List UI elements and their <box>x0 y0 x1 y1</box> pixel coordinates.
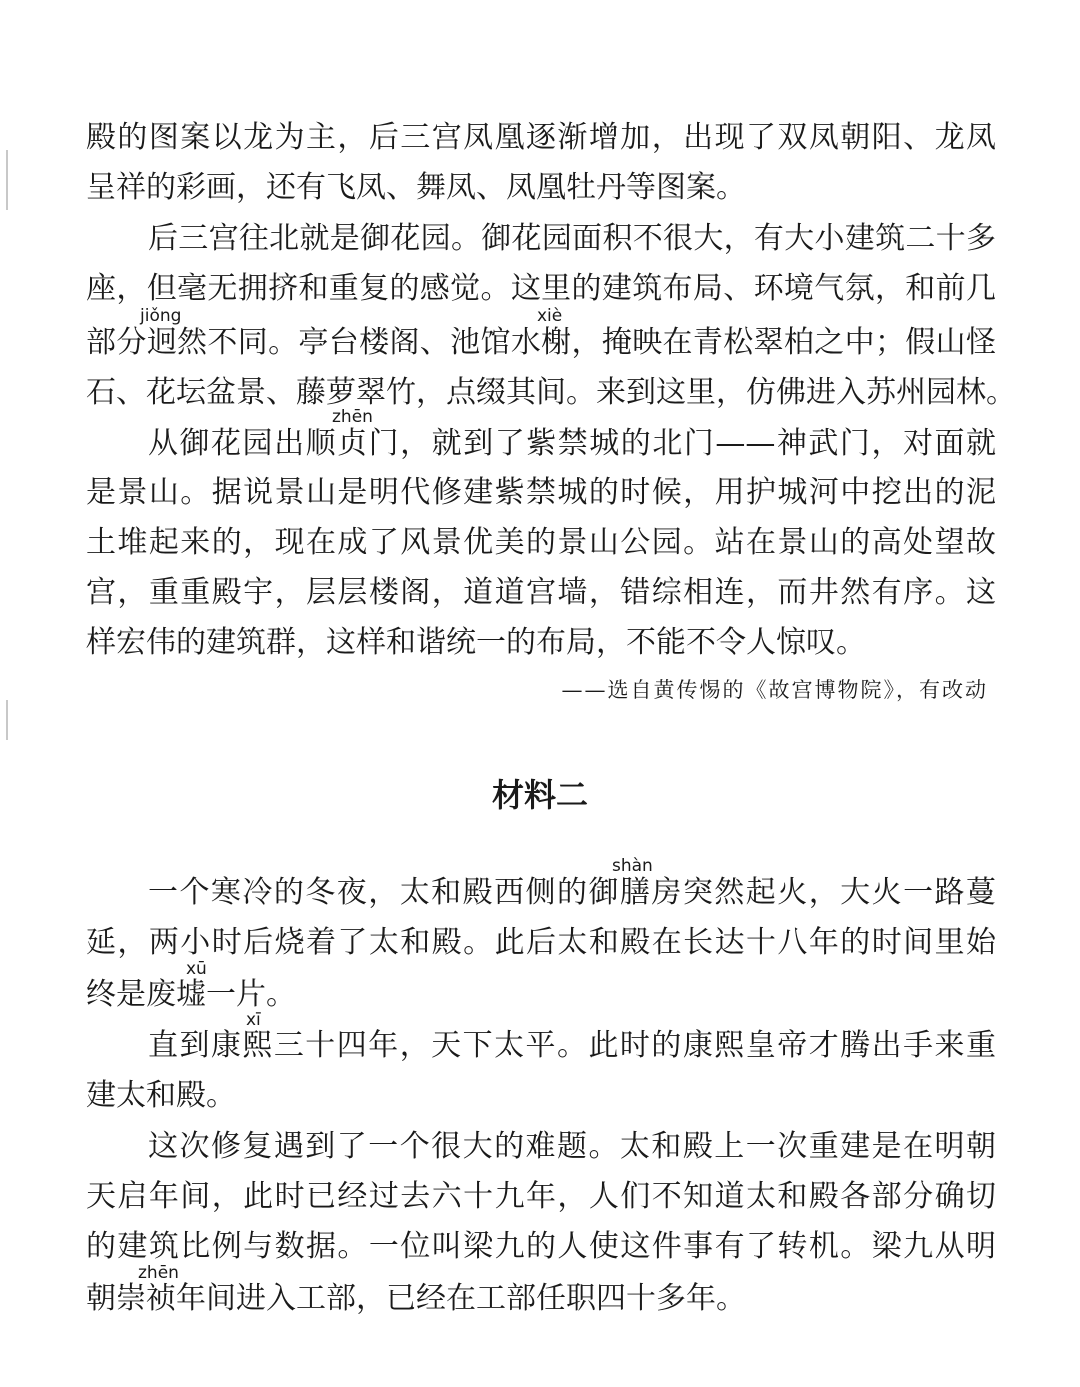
text-line: 部分迥然不同。亭台楼阁、池馆水榭，掩映在青松翠柏之中；假山怪 <box>86 325 996 360</box>
pinyin-annotation: zhēn <box>138 1263 179 1283</box>
text-line: 土堆起来的，现在成了风景优美的景山公园。站在景山的高处望故 <box>86 525 996 560</box>
scan-edge-mark <box>6 700 8 740</box>
section-heading: 材料二 <box>491 776 588 814</box>
text-line: 是景山。据说景山是明代修建紫禁城的时候，用护城河中挖出的泥 <box>86 475 996 510</box>
text-line: 建太和殿。 <box>86 1078 236 1113</box>
text-line: 呈祥的彩画，还有飞凤、舞凤、凤凰牡丹等图案。 <box>86 170 746 205</box>
text-line: 从御花园出顺贞门，就到了紫禁城的北门——神武门，对面就 <box>148 426 996 461</box>
text-line: 宫，重重殿宇，层层楼阁，道道宫墙，错综相连，而井然有序。这 <box>86 575 996 610</box>
text-line: 后三宫往北就是御花园。御花园面积不很大，有大小建筑二十多 <box>148 221 996 256</box>
text-line: 终是废墟一片。 <box>86 977 296 1012</box>
text-line: 一个寒冷的冬夜，太和殿西侧的御膳房突然起火，大火一路蔓 <box>148 875 996 910</box>
pinyin-annotation: shàn <box>612 856 653 876</box>
text-line: 这次修复遇到了一个很大的难题。太和殿上一次重建是在明朝 <box>148 1129 996 1164</box>
pinyin-annotation: zhēn <box>332 407 373 427</box>
pinyin-annotation: jiǒng <box>140 306 182 326</box>
text-line: 延，两小时后烧着了太和殿。此后太和殿在长达十八年的时间里始 <box>86 925 996 960</box>
pinyin-annotation: xū <box>186 959 207 979</box>
text-line: 样宏伟的建筑群，这样和谐统一的布局，不能不令人惊叹。 <box>86 625 866 660</box>
text-line: 天启年间，此时已经过去六十九年，人们不知道太和殿各部分确切 <box>86 1179 996 1214</box>
text-line: 直到康熙三十四年，天下太平。此时的康熙皇帝才腾出手来重 <box>148 1028 996 1063</box>
scan-edge-mark <box>6 150 8 210</box>
text-line: 座，但毫无拥挤和重复的感觉。这里的建筑布局、环境气氛，和前几 <box>86 271 996 306</box>
pinyin-annotation: xī <box>246 1010 261 1030</box>
text-line: 的建筑比例与数据。一位叫梁九的人使这件事有了转机。梁九从明 <box>86 1229 996 1264</box>
source-citation: ——选自黄传惕的《故宫博物院》，有改动 <box>561 678 988 702</box>
text-line: 朝崇祯年间进入工部，已经在工部任职四十多年。 <box>86 1281 746 1316</box>
pinyin-annotation: xiè <box>537 306 563 326</box>
text-line: 殿的图案以龙为主，后三宫凤凰逐渐增加，出现了双凤朝阳、龙凤 <box>86 120 996 155</box>
text-line: 石、花坛盆景、藤萝翠竹，点缀其间。来到这里，仿佛进入苏州园林。 <box>86 375 1016 410</box>
